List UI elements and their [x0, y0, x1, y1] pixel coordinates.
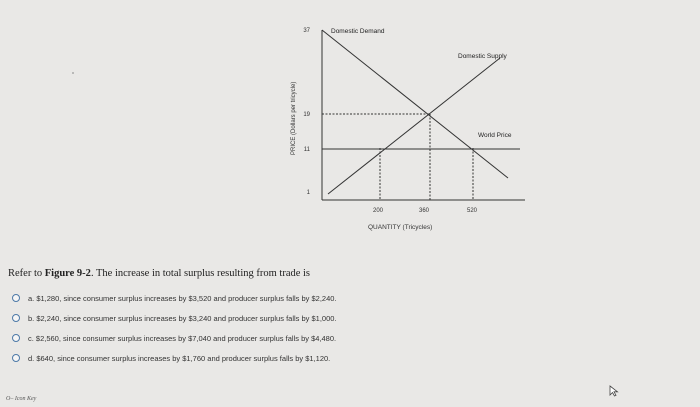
key-icon: O– — [6, 396, 14, 402]
question-prefix: Refer to — [8, 268, 43, 279]
series-label-world-price: World Price — [478, 132, 512, 139]
stray-mark — [72, 72, 74, 74]
option-c[interactable] — [12, 330, 652, 346]
x-tick-label: 200 — [372, 208, 384, 214]
radio-option-b[interactable] — [12, 314, 20, 322]
option-c-text: c. $2,560, since consumer surplus increases by $7,040 and producer surplus falls by $4,480. — [28, 333, 337, 343]
series-label-domestic-supply: Domestic Supply — [458, 53, 507, 60]
x-tick-label: 520 — [466, 208, 478, 214]
icon-key[interactable] — [6, 396, 36, 402]
x-axis-label: QUANTITY (Tricycles) — [368, 224, 433, 231]
y-tick-label: 11 — [303, 147, 310, 153]
y-tick-label: 19 — [303, 112, 310, 118]
x-tick-label: 360 — [418, 208, 430, 214]
radio-option-c[interactable] — [12, 334, 20, 342]
mouse-cursor-icon — [609, 385, 619, 397]
radio-option-d[interactable] — [12, 354, 20, 362]
question-text — [8, 268, 608, 279]
y-tick-label: 1 — [306, 190, 310, 196]
option-b-text: b. $2,240, since consumer surplus increases by $3,240 and producer surplus falls by $1,000. — [28, 313, 337, 323]
answer-options — [12, 290, 652, 370]
radio-option-a[interactable] — [12, 294, 20, 302]
figure-reference: Figure 9-2 — [44, 268, 91, 279]
option-d-text: d. $640, since consumer surplus increases by $1,760 and producer surplus falls by $1,120. — [28, 353, 331, 363]
series-label-domestic-demand: Domestic Demand — [331, 28, 385, 35]
icon-key-label: Icon Key — [14, 396, 37, 402]
option-d[interactable] — [12, 350, 652, 366]
option-a-text: a. $1,280, since consumer surplus increases by $3,520 and producer surplus falls by $2,240. — [28, 293, 337, 303]
series-line-domestic-supply — [328, 58, 500, 194]
y-tick-label: 37 — [303, 28, 310, 34]
y-axis-label: PRICE (Dollars per tricycle) — [291, 81, 297, 155]
question-body: . The increase in total surplus resulting from trade is — [90, 268, 311, 279]
option-a[interactable] — [12, 290, 652, 306]
option-b[interactable] — [12, 310, 652, 326]
